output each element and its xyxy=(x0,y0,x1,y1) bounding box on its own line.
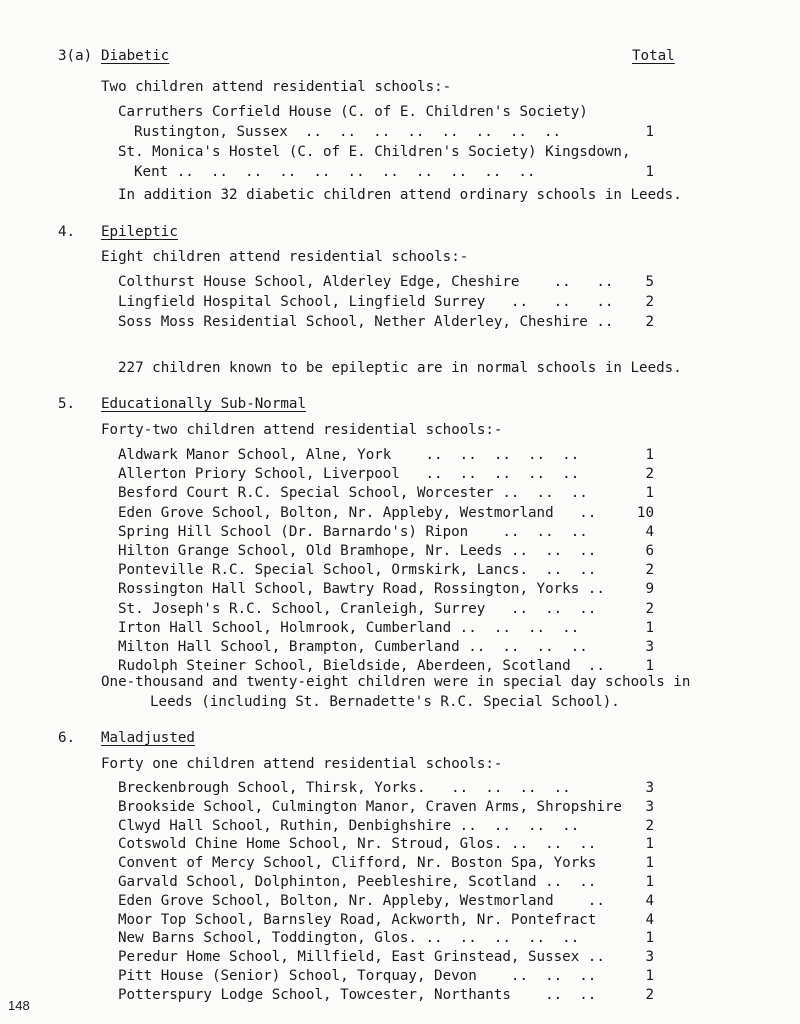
section_6-entry-count: 3 xyxy=(645,798,654,815)
section_6-entry-count: 4 xyxy=(645,892,654,909)
section_5-entry: Rossington Hall School, Bawtry Road, Rossington, Yorks .. xyxy=(118,581,605,598)
section-3a-entry-1-line2: Rustington, Sussex .. .. .. .. .. .. .. .. xyxy=(134,124,562,140)
section_5-entry-count: 4 xyxy=(645,523,654,540)
section-3a-entry-2-line1: St. Monica's Hostel (C. of E. Children's Society) Kingsdown, xyxy=(118,144,631,160)
section_5-entry: Irton Hall School, Holmrook, Cumberland .. .. .. .. xyxy=(118,619,580,636)
section-4-number: 4. xyxy=(58,224,76,240)
section_5-entry: Hilton Grange School, Old Bramhope, Nr. Leeds .. .. .. xyxy=(118,543,597,559)
section_5-entry: Rudolph Steiner School, Bieldside, Aberdeen, Scotland .. xyxy=(118,658,605,675)
section_6-entry: Breckenbrough School, Thirsk, Yorks. .. .. .. .. xyxy=(118,780,571,796)
section_6-entry-count: 3 xyxy=(645,780,654,796)
section_6-entry: Garvald School, Dolphinton, Peebleshire, Scotland .. .. xyxy=(118,874,597,890)
section-6-title: Maladjusted xyxy=(101,730,195,746)
total-header: Total xyxy=(632,48,675,64)
section-3a-title: Diabetic xyxy=(101,48,170,64)
section_5-entry-count: 2 xyxy=(645,562,654,579)
section_6-entry: Potterspury Lodge School, Towcester, Northants .. .. xyxy=(118,986,597,1003)
section-4-entry-1-count: 5 xyxy=(645,274,654,290)
section_5-entry-count: 9 xyxy=(645,581,654,598)
section_6-entry-count: 1 xyxy=(645,836,654,853)
section_6-entry: Convent of Mercy School, Clifford, Nr. Boston Spa, Yorks xyxy=(118,855,597,872)
section_6-entry-count: 4 xyxy=(645,911,654,928)
section-3a-note: In addition 32 diabetic children attend ordinary schools in Leeds. xyxy=(118,187,682,203)
section-4-intro: Eight children attend residential schools:- xyxy=(101,249,469,265)
section_5-entry-count: 2 xyxy=(645,600,654,617)
section_6-entry-count: 2 xyxy=(645,817,654,834)
section_6-entry-count: 1 xyxy=(645,930,654,947)
section-4-entry-3-count: 2 xyxy=(645,314,654,330)
section-3a-entry-1-count: 1 xyxy=(645,124,654,140)
section-5-note-line1: One-thousand and twenty-eight children were in special day schools in xyxy=(101,674,691,690)
section-4-entry-2: Lingfield Hospital School, Lingfield Surrey .. .. .. xyxy=(118,294,614,310)
section-3a-entry-1-line1: Carruthers Corfield House (C. of E. Children's Society) xyxy=(118,104,588,120)
section_5-entry: Milton Hall School, Brampton, Cumberland .. .. .. .. xyxy=(118,639,588,655)
section_6-entry: Brookside School, Culmington Manor, Craven Arms, Shropshire xyxy=(118,798,622,815)
section_6-entry: Moor Top School, Barnsley Road, Ackworth, Nr. Pontefract xyxy=(118,911,597,928)
section_6-entry: Eden Grove School, Bolton, Nr. Appleby, Westmorland .. xyxy=(118,892,605,909)
section_5-entry-count: 2 xyxy=(645,466,654,483)
section_5-entry-count: 1 xyxy=(645,447,654,463)
section-4-entry-1: Colthurst House School, Alderley Edge, Cheshire .. .. xyxy=(118,274,614,290)
section_6-entry: Peredur Home School, Millfield, East Grinstead, Sussex .. xyxy=(118,949,605,966)
section_5-entry-count: 3 xyxy=(645,639,654,655)
section_5-entry: St. Joseph's R.C. School, Cranleigh, Surrey .. .. .. xyxy=(118,600,597,617)
section_5-entry: Eden Grove School, Bolton, Nr. Appleby, Westmorland .. xyxy=(118,504,597,521)
section-3a-entry-2-line2: Kent .. .. .. .. .. .. .. .. .. .. .. xyxy=(134,164,536,180)
section-5-note-line2: Leeds (including St. Bernadette's R.C. Special School). xyxy=(150,694,620,710)
section-4-entry-3: Soss Moss Residential School, Nether Alderley, Cheshire .. xyxy=(118,314,614,330)
section-3a-intro: Two children attend residential schools:- xyxy=(101,79,452,95)
section-4-entry-2-count: 2 xyxy=(645,294,654,310)
section_5-entry-count: 10 xyxy=(636,504,654,521)
section_6-entry-count: 3 xyxy=(645,949,654,966)
section_5-entry-count: 1 xyxy=(645,485,654,502)
section-5-number: 5. xyxy=(58,396,76,412)
section-3a-entry-2-count: 1 xyxy=(645,164,654,180)
section_5-entry: Besford Court R.C. Special School, Worcester .. .. .. xyxy=(118,485,588,502)
section_5-entry-count: 1 xyxy=(645,658,654,675)
section_6-entry-count: 2 xyxy=(645,986,654,1003)
section_5-entry: Ponteville R.C. Special School, Ormskirk, Lancs. .. .. xyxy=(118,562,597,579)
section-3a-number: 3(a) xyxy=(58,48,93,64)
section_6-entry-count: 1 xyxy=(645,855,654,872)
section_6-entry: Clwyd Hall School, Ruthin, Denbighshire .. .. .. .. xyxy=(118,817,580,834)
section_6-entry: Pitt House (Senior) School, Torquay, Devon .. .. .. xyxy=(118,968,597,984)
section-5-intro: Forty-two children attend residential schools:- xyxy=(101,422,503,438)
section_5-entry-count: 6 xyxy=(645,543,654,559)
section-4-title: Epileptic xyxy=(101,224,178,240)
section_5-entry: Spring Hill School (Dr. Barnardo's) Ripon .. .. .. xyxy=(118,523,588,540)
section_6-entry: New Barns School, Toddington, Glos. .. .. .. .. .. xyxy=(118,930,580,947)
section-6-intro: Forty one children attend residential schools:- xyxy=(101,756,503,772)
section_5-entry-count: 1 xyxy=(645,619,654,636)
section-5-title: Educationally Sub-Normal xyxy=(101,396,306,412)
section-4-note: 227 children known to be epileptic are in normal schools in Leeds. xyxy=(118,360,682,376)
section_6-entry-count: 1 xyxy=(645,874,654,890)
section_5-entry: Aldwark Manor School, Alne, York .. .. .. .. .. xyxy=(118,447,580,463)
section_6-entry-count: 1 xyxy=(645,968,654,984)
section_5-entry: Allerton Priory School, Liverpool .. .. .. .. .. xyxy=(118,466,580,483)
section_6-entry: Cotswold Chine Home School, Nr. Stroud, Glos. .. .. .. xyxy=(118,836,597,853)
page-number: 148 xyxy=(8,998,30,1013)
section-6-number: 6. xyxy=(58,730,76,746)
